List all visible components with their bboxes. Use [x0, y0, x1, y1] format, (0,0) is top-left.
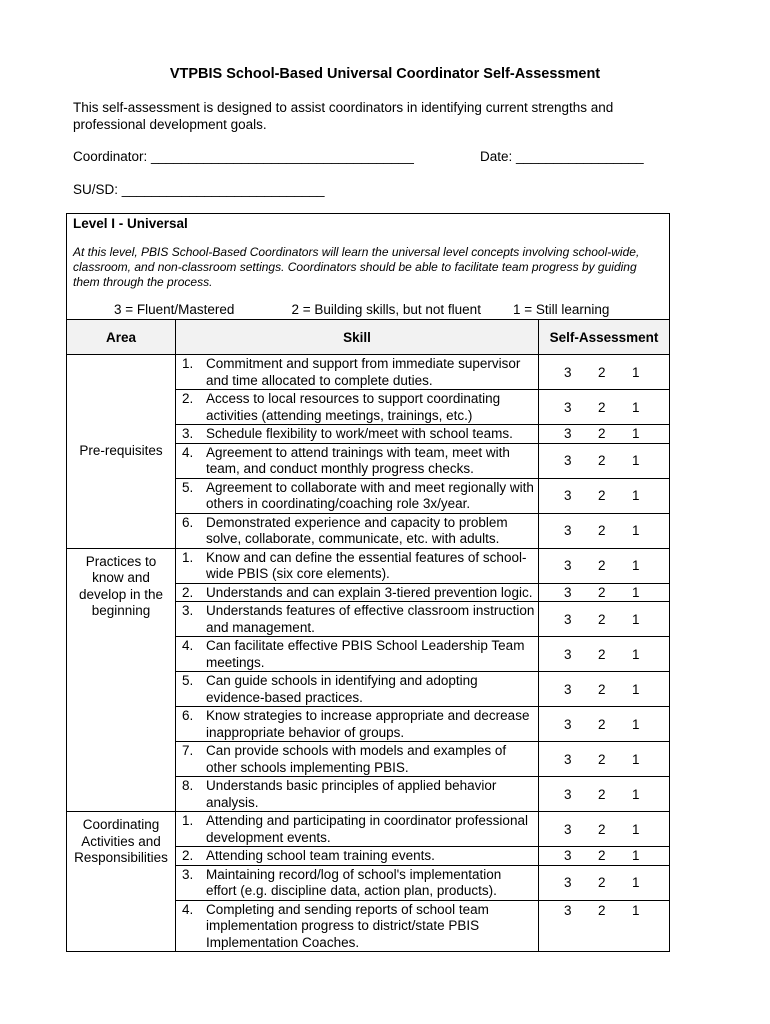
rating-option-3[interactable]: 3: [564, 364, 572, 380]
rating-cell: [539, 865, 670, 900]
skill-number: 2.: [182, 584, 194, 600]
skill-number: 1.: [182, 813, 194, 828]
skill-text: Can provide schools with models and examples of other schools implementing PBIS.: [206, 743, 507, 775]
rating-cell: [539, 390, 670, 425]
rating-option-3[interactable]: 3: [564, 716, 572, 732]
rating-option-1[interactable]: 1: [632, 681, 640, 697]
skill-cell: [176, 583, 539, 602]
skill-number: 2.: [182, 391, 194, 406]
skill-text: Can guide schools in identifying and adopting evidence-based practices.: [206, 673, 478, 705]
rating-cell: [539, 672, 670, 707]
skill-number: 4.: [182, 444, 194, 460]
skill-cell: [176, 672, 539, 707]
rating-option-3[interactable]: 3: [564, 848, 572, 864]
rating-option-2[interactable]: 2: [598, 646, 606, 662]
skill-cell: [176, 847, 539, 866]
rating-option-1[interactable]: 1: [632, 584, 640, 600]
rating-option-1[interactable]: 1: [632, 558, 640, 573]
legend-fluent: 3 = Fluent/Mastered: [114, 302, 235, 317]
skill-number: 2.: [182, 848, 194, 863]
page-title: VTPBIS School-Based Universal Coordinator Self-Assessment: [169, 66, 601, 82]
rating-option-3[interactable]: 3: [564, 681, 572, 697]
rating-option-2[interactable]: 2: [598, 821, 606, 837]
legend-building: 2 = Building skills, but not fluent: [291, 302, 481, 317]
skill-number: 3.: [182, 426, 194, 441]
header-self-assessment: Self-Assessment: [539, 320, 670, 355]
skill-cell: [176, 707, 539, 742]
rating-cell: [539, 355, 670, 390]
date-field[interactable]: Date: _________________: [480, 149, 644, 164]
skill-number: 1.: [182, 549, 194, 565]
rating-option-2[interactable]: 2: [598, 453, 606, 468]
rating-option-2[interactable]: 2: [598, 426, 606, 442]
table-row: [67, 812, 670, 847]
rating-option-2[interactable]: 2: [598, 902, 606, 918]
coordinator-field[interactable]: Coordinator: ___________________________________: [73, 149, 414, 164]
skill-text: Attending school team training events.: [206, 848, 435, 863]
skill-cell: [176, 355, 539, 390]
skill-text: Agreement to attend trainings with team, meet with team, and conduct monthly progress checks.: [206, 444, 510, 476]
rating-option-2[interactable]: 2: [598, 716, 606, 732]
rating-cell: [539, 583, 670, 602]
rating-option-1[interactable]: 1: [632, 523, 640, 538]
rating-option-1[interactable]: 1: [632, 611, 640, 627]
rating-cell: [539, 847, 670, 866]
rating-option-1[interactable]: 1: [632, 646, 640, 662]
rating-option-2[interactable]: 2: [598, 558, 606, 573]
susd-field[interactable]: SU/SD: ___________________________: [73, 182, 325, 197]
assessment-table: [66, 213, 670, 952]
skill-cell: [176, 390, 539, 425]
rating-option-1[interactable]: 1: [632, 453, 640, 468]
rating-option-1[interactable]: 1: [632, 426, 640, 442]
assessment-rows: [67, 355, 670, 952]
rating-option-2[interactable]: 2: [598, 786, 606, 802]
rating-option-1[interactable]: 1: [632, 786, 640, 802]
intro-paragraph: This self-assessment is designed to assist coordinators in identifying current strengths and professional development goals.: [73, 100, 614, 132]
rating-option-3[interactable]: 3: [564, 902, 572, 918]
skill-text: Attending and participating in coordinator professional development events.: [206, 813, 528, 845]
skill-number: 1.: [182, 356, 194, 371]
rating-cell: [539, 742, 670, 777]
skill-text: Maintaining record/log of school's implementation effort (e.g. discipline data, action plan, products).: [206, 866, 502, 898]
skill-number: 3.: [182, 866, 194, 882]
skill-cell: [176, 478, 539, 513]
rating-option-1[interactable]: 1: [632, 902, 640, 918]
rating-option-2[interactable]: 2: [598, 399, 606, 415]
rating-option-3[interactable]: 3: [564, 399, 572, 415]
rating-option-1[interactable]: 1: [632, 848, 640, 864]
rating-cell: [539, 443, 670, 478]
rating-cell: [539, 900, 670, 952]
level-title: Level I - Universal: [73, 216, 188, 231]
skill-number: 6.: [182, 514, 194, 530]
rating-option-3[interactable]: 3: [564, 646, 572, 662]
skill-text: Commitment and support from immediate supervisor and time allocated to complete duties.: [206, 356, 521, 388]
rating-option-2[interactable]: 2: [598, 681, 606, 697]
skill-cell: [176, 513, 539, 548]
area-cell: Practices to know and develop in the beginning: [67, 548, 176, 812]
rating-option-3[interactable]: 3: [564, 488, 572, 503]
skill-cell: [176, 812, 539, 847]
skill-text: Can facilitate effective PBIS School Leadership Team meetings.: [206, 638, 525, 670]
rating-option-1[interactable]: 1: [632, 716, 640, 732]
rating-option-3[interactable]: 3: [564, 523, 572, 538]
skill-text: Schedule flexibility to work/meet with school teams.: [206, 426, 513, 441]
rating-option-3[interactable]: 3: [564, 584, 572, 600]
rating-option-2[interactable]: 2: [598, 751, 606, 767]
rating-cell: [539, 812, 670, 847]
skill-cell: [176, 637, 539, 672]
rating-option-1[interactable]: 1: [632, 399, 640, 415]
skill-number: 6.: [182, 708, 194, 723]
skill-cell: [176, 742, 539, 777]
skill-cell: [176, 443, 539, 478]
legend-learning: 1 = Still learning: [512, 302, 610, 317]
table-row: [67, 355, 670, 390]
rating-option-3[interactable]: 3: [564, 453, 572, 468]
rating-option-2[interactable]: 2: [598, 875, 606, 890]
rating-option-3[interactable]: 3: [564, 875, 572, 890]
rating-cell: [539, 425, 670, 444]
skill-text: Know and can define the essential features of school-wide PBIS (six core elements).: [206, 549, 527, 581]
skill-text: Demonstrated experience and capacity to problem solve, collaborate, communicate, etc. with adults.: [206, 514, 508, 546]
rating-cell: [539, 548, 670, 583]
skill-cell: [176, 865, 539, 900]
rating-option-1[interactable]: 1: [632, 364, 640, 380]
rating-cell: [539, 707, 670, 742]
skill-text: Agreement to collaborate with and meet regionally with others in coordinating/coaching role 3x/year.: [206, 479, 534, 511]
rating-option-1[interactable]: 1: [632, 751, 640, 767]
skill-cell: [176, 777, 539, 812]
rating-option-3[interactable]: 3: [564, 786, 572, 802]
skill-text: Access to local resources to support coordinating activities (attending meetings, trainings, etc.): [206, 391, 501, 423]
rating-option-3[interactable]: 3: [564, 611, 572, 627]
header-area: Area: [67, 320, 176, 355]
rating-legend: [73, 302, 664, 319]
skill-cell: [176, 425, 539, 444]
rating-cell: [539, 513, 670, 548]
rating-option-2[interactable]: 2: [598, 584, 606, 600]
rating-option-3[interactable]: 3: [564, 426, 572, 442]
area-cell: Pre-requisites: [67, 355, 176, 549]
header-skill: Skill: [176, 320, 539, 355]
level-section: [67, 214, 670, 320]
rating-option-3[interactable]: 3: [564, 558, 572, 573]
skill-number: 7.: [182, 743, 194, 758]
rating-option-2[interactable]: 2: [598, 611, 606, 627]
skill-number: 8.: [182, 778, 194, 793]
skill-cell: [176, 548, 539, 583]
skill-text: Understands and can explain 3-tiered prevention logic.: [206, 584, 533, 600]
rating-option-2[interactable]: 2: [598, 848, 606, 864]
rating-option-3[interactable]: 3: [564, 751, 572, 767]
rating-cell: [539, 637, 670, 672]
level-description: At this level, PBIS School-Based Coordinators will learn the universal level concepts involving school-wide, classroom, and non-classroom settings. Coordinators should be able to facilitate team progress by guiding them through the process.: [73, 245, 640, 289]
skill-text: Understands basic principles of applied behavior analysis.: [206, 778, 497, 810]
skill-cell: [176, 602, 539, 637]
rating-cell: [539, 602, 670, 637]
rating-option-2[interactable]: 2: [598, 523, 606, 538]
rating-option-2[interactable]: 2: [598, 488, 606, 503]
skill-number: 5.: [182, 479, 194, 495]
skill-cell: [176, 900, 539, 952]
area-cell: Coordinating Activities and Responsibilities: [67, 812, 176, 952]
rating-option-2[interactable]: 2: [598, 364, 606, 380]
skill-text: Completing and sending reports of school team implementation progress to district/state PBIS Implementation Coaches.: [206, 901, 489, 950]
skill-text: Understands features of effective classroom instruction and management.: [206, 603, 535, 635]
skill-number: 4.: [182, 638, 194, 653]
skill-number: 5.: [182, 673, 194, 688]
rating-cell: [539, 478, 670, 513]
rating-option-1[interactable]: 1: [632, 875, 640, 890]
skill-number: 4.: [182, 901, 194, 917]
rating-cell: [539, 777, 670, 812]
skill-number: 3.: [182, 603, 194, 618]
table-row: [67, 548, 670, 583]
rating-option-3[interactable]: 3: [564, 821, 572, 837]
rating-option-1[interactable]: 1: [632, 488, 640, 503]
rating-option-1[interactable]: 1: [632, 821, 640, 837]
skill-text: Know strategies to increase appropriate and decrease inappropriate behavior of groups.: [206, 708, 530, 740]
